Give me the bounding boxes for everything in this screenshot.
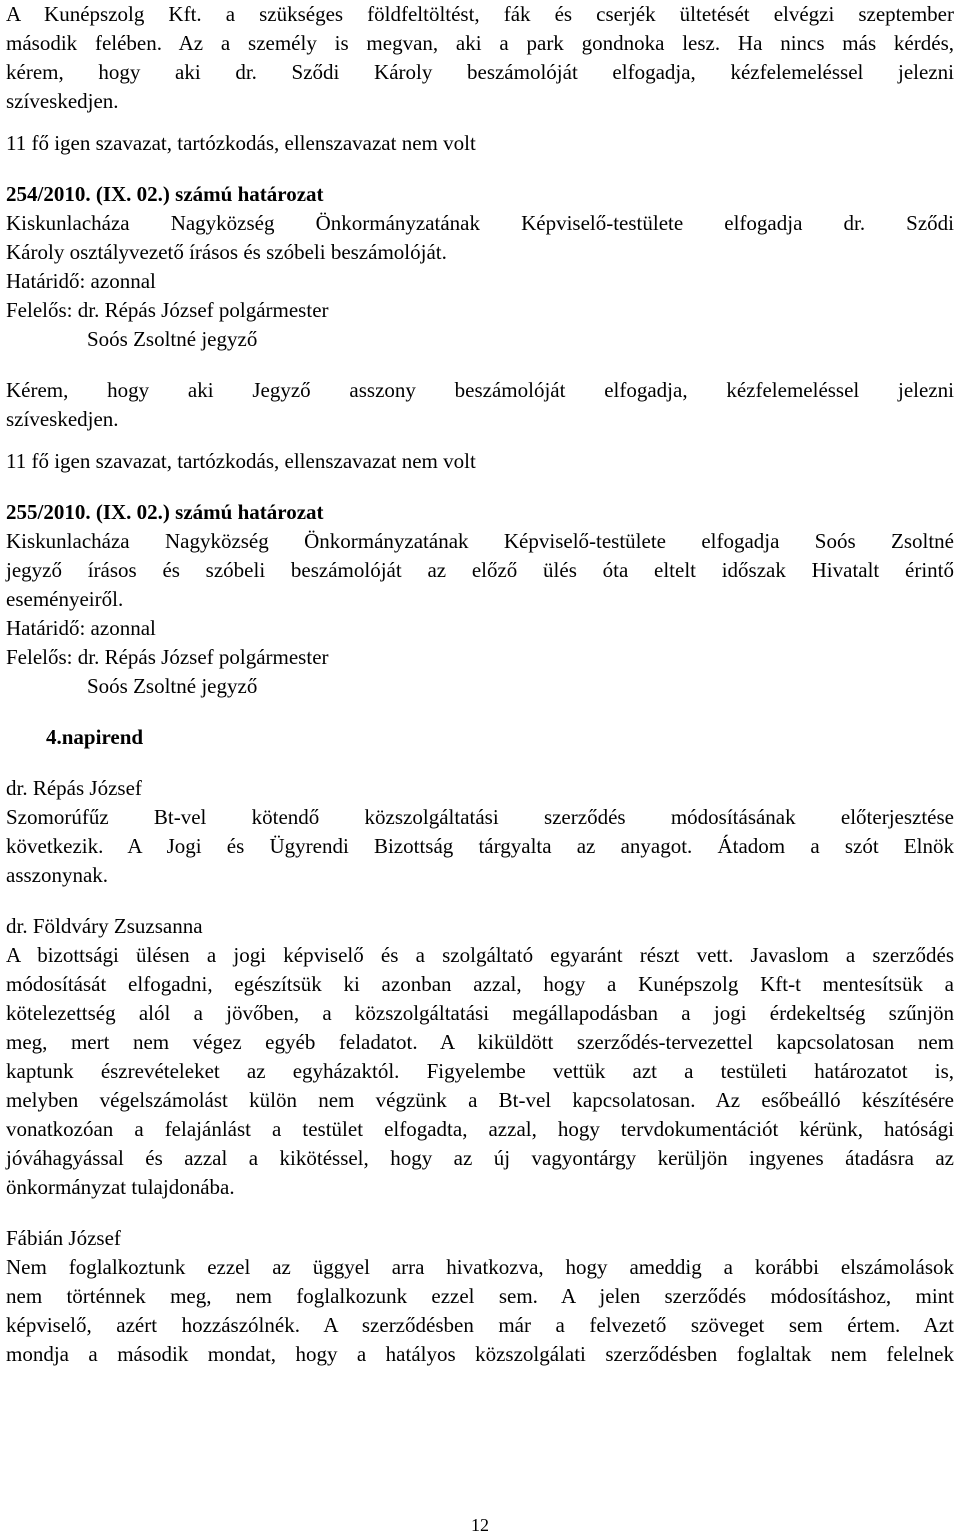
responsible-secondary: Soós Zsoltné jegyző <box>87 674 258 698</box>
text-line: meg, mert nem végez egyéb feladatot. A kiküldött szerződés-tervezettel kapcsolatosan nem <box>6 1030 954 1054</box>
text-line: módosítását elfogadni, egészítsük ki azonban azzal, hogy a Kunépszolg Kft-t mentesítsük a <box>6 972 954 996</box>
text-line: következik. A Jogi és Ügyrendi Bizottság tárgyalta az anyagot. Átadom a szót Elnök <box>6 834 954 858</box>
text-line: Szomorúfűz Bt-vel kötendő közszolgáltatási szerződés módosításának előterjesztése <box>6 805 954 829</box>
text-line: önkormányzat tulajdonába. <box>6 1175 235 1199</box>
text-line: Károly osztályvezető írásos és szóbeli beszámolóját. <box>6 240 447 264</box>
speaker-block <box>6 774 954 890</box>
intro-paragraph <box>6 0 954 116</box>
text-line: kötelezettség alól a jövőben, a közszolgáltatási megállapodásban a jogi érdekeltség szűnjön <box>6 1001 954 1025</box>
text-line: mondja a második mondat, hogy a hatályos közszolgálati szerződésben foglaltak nem felelnek <box>6 1342 954 1366</box>
request-paragraph <box>6 376 954 434</box>
text-line: nem történnek meg, nem foglalkozunk ezzel sem. A jelen szerződés módosításhoz, mint <box>6 1284 954 1308</box>
text-line: Kérem, hogy aki Jegyző asszony beszámolóját elfogadja, kézfelemeléssel jelezni <box>6 378 954 402</box>
text-line: jóváhagyással és azzal a kikötéssel, hogy az új vagyontárgy kerüljön ingyenes átadásra az <box>6 1146 954 1170</box>
text-line: Nem foglalkoztunk ezzel az üggyel arra hivatkozva, hogy ameddig a korábbi elszámolások <box>6 1255 954 1279</box>
speaker-name: Fábián József <box>6 1226 121 1250</box>
text-line: képviselő, azért hozzászólnék. A szerződésben már a felvezető szöveget sem értem. Azt <box>6 1313 954 1337</box>
document-page <box>6 0 954 1369</box>
speaker-name: dr. Földváry Zsuzsanna <box>6 914 203 938</box>
text-line: eseményeiről. <box>6 587 124 611</box>
resolution-heading: 255/2010. (IX. 02.) számú határozat <box>6 500 324 524</box>
text-line: Kiskunlacháza Nagyközség Önkormányzatának Képviselő-testülete elfogadja Soós Zsoltné <box>6 529 954 553</box>
resolution-254 <box>6 180 954 354</box>
deadline: Határidő: azonnal <box>6 269 156 293</box>
speaker-block <box>6 1224 954 1369</box>
deadline: Határidő: azonnal <box>6 616 156 640</box>
text-line: A bizottsági ülésen a jogi képviselő és a szolgáltató egyaránt részt vett. Javaslom a szerződés <box>6 943 954 967</box>
responsible-secondary: Soós Zsoltné jegyző <box>87 327 258 351</box>
page-number: 12 <box>471 1515 489 1535</box>
agenda-heading: 4.napirend <box>46 725 144 749</box>
text-line: vonatkozóan a felajánlást a testület elfogadta, azzal, hogy tervdokumentációt kérünk, hatósági <box>6 1117 954 1141</box>
responsible: Felelős: dr. Répás József polgármester <box>6 645 329 669</box>
text-line: melyben végelszámolást külön nem végzünk a Bt-vel kapcsolatosan. Az esőbeálló készítésére <box>6 1088 954 1112</box>
vote-result: 11 fő igen szavazat, tartózkodás, ellenszavazat nem volt <box>6 449 476 473</box>
responsible: Felelős: dr. Répás József polgármester <box>6 298 329 322</box>
text-line: második felében. Az a személy is megvan, aki a park gondnoka lesz. Ha nincs más kérdés, <box>6 31 954 55</box>
text-line: kaptunk észrevételeket az egyházaktól. Figyelembe vettük azt a testületi határozatot is, <box>6 1059 954 1083</box>
text-line: szíveskedjen. <box>6 407 119 431</box>
speaker-name: dr. Répás József <box>6 776 142 800</box>
text-line: A Kunépszolg Kft. a szükséges földfeltöltést, fák és cserjék ültetését elvégzi szeptember <box>6 2 954 26</box>
resolution-heading: 254/2010. (IX. 02.) számú határozat <box>6 182 324 206</box>
resolution-255 <box>6 498 954 701</box>
text-line: jegyző írásos és szóbeli beszámolóját az előző ülés óta eltelt időszak Hivatalt érintő <box>6 558 954 582</box>
text-line: szíveskedjen. <box>6 89 119 113</box>
text-line: kérem, hogy aki dr. Sződi Károly beszámolóját elfogadja, kézfelemeléssel jelezni <box>6 60 954 84</box>
text-line: asszonynak. <box>6 863 109 887</box>
text-line: Kiskunlacháza Nagyközség Önkormányzatának Képviselő-testülete elfogadja dr. Sződi <box>6 211 954 235</box>
speaker-block <box>6 912 954 1202</box>
vote-result: 11 fő igen szavazat, tartózkodás, ellenszavazat nem volt <box>6 131 476 155</box>
